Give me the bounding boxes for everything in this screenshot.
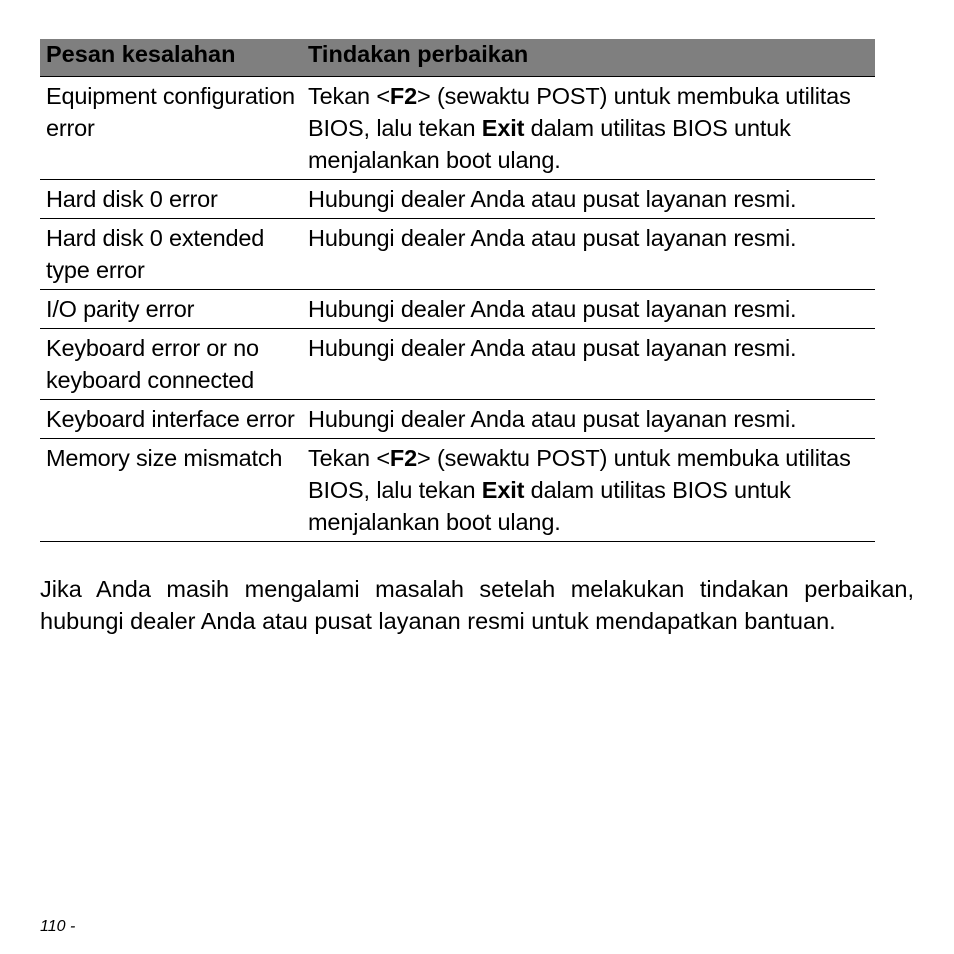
action-text: Tekan < xyxy=(308,445,390,471)
header-error-message: Pesan kesalahan xyxy=(40,39,302,77)
corrective-action-cell: Hubungi dealer Anda atau pusat layanan resmi. xyxy=(302,400,875,439)
table-row xyxy=(40,329,875,400)
error-message-cell: Hard disk 0 error xyxy=(40,180,302,219)
key-name: F2 xyxy=(389,445,418,471)
header-corrective-action: Tindakan perbaikan xyxy=(302,39,875,77)
corrective-action-cell xyxy=(302,77,875,180)
page-number: 110 - xyxy=(40,918,76,935)
action-text: dalam utilitas BIOS untuk menjalankan boot ulang. xyxy=(308,477,791,535)
error-message-cell: I/O parity error xyxy=(40,290,302,329)
table-row xyxy=(40,400,875,439)
error-message-cell: Equipment configuration error xyxy=(40,77,302,180)
table-row xyxy=(40,219,875,290)
table-row xyxy=(40,77,875,180)
corrective-action-cell: Hubungi dealer Anda atau pusat layanan resmi. xyxy=(302,180,875,219)
error-message-cell: Hard disk 0 extended type error xyxy=(40,219,302,290)
error-message-cell: Memory size mismatch xyxy=(40,439,302,542)
corrective-action-cell: Hubungi dealer Anda atau pusat layanan resmi. xyxy=(302,290,875,329)
corrective-action-cell: Hubungi dealer Anda atau pusat layanan resmi. xyxy=(302,219,875,290)
help-paragraph: Jika Anda masih mengalami masalah setelah melakukan tindakan perbaikan, hubungi dealer Anda atau pusat layanan resmi untuk mendapatkan bantuan. xyxy=(40,576,914,634)
action-text: Tekan < xyxy=(308,83,390,109)
table-body xyxy=(40,77,875,542)
table-row xyxy=(40,290,875,329)
corrective-action-cell xyxy=(302,439,875,542)
key-name: F2 xyxy=(389,83,418,109)
table-row xyxy=(40,180,875,219)
table-header-row xyxy=(40,39,875,77)
table-header xyxy=(40,39,875,77)
error-message-table xyxy=(40,39,875,542)
action-text: > (sewaktu POST) untuk membuka utilitas BIOS, lalu tekan xyxy=(308,445,851,503)
error-message-cell: Keyboard error or no keyboard connected xyxy=(40,329,302,400)
key-name: Exit xyxy=(481,115,525,141)
key-name: Exit xyxy=(481,477,525,503)
error-message-cell: Keyboard interface error xyxy=(40,400,302,439)
table-row xyxy=(40,439,875,542)
corrective-action-cell: Hubungi dealer Anda atau pusat layanan resmi. xyxy=(302,329,875,400)
action-text: > (sewaktu POST) untuk membuka utilitas BIOS, lalu tekan xyxy=(308,83,851,141)
action-text: dalam utilitas BIOS untuk menjalankan boot ulang. xyxy=(308,115,791,173)
